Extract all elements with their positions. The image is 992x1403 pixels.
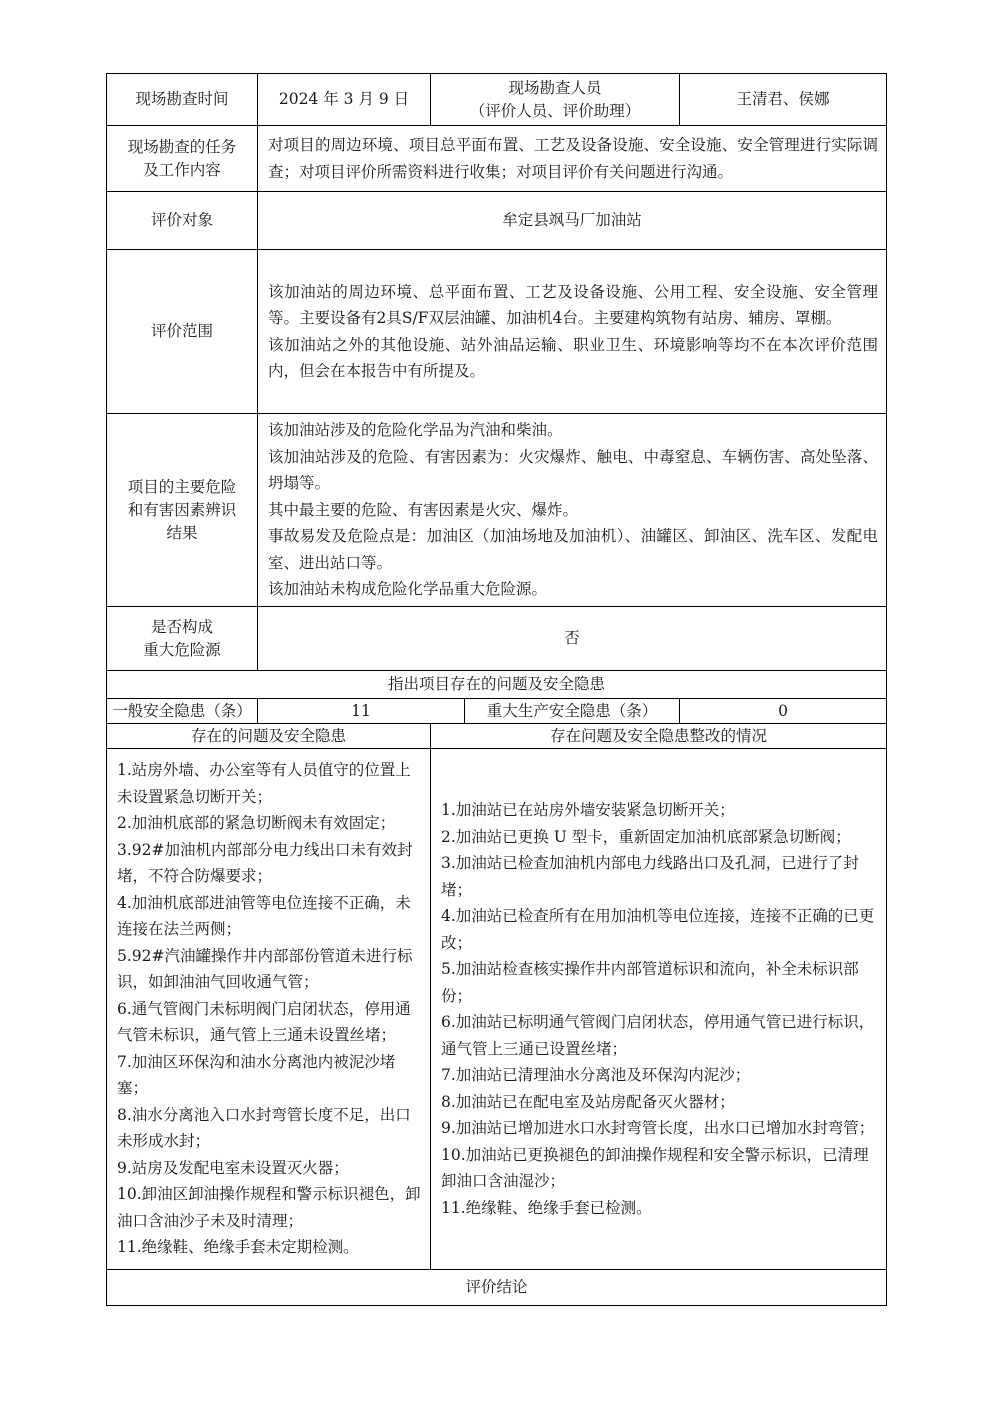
major-hazard-label-line2: 重大危险源 bbox=[143, 640, 221, 659]
survey-time-label: 现场勘查时间 bbox=[107, 74, 258, 126]
list-item: 7.加油站已清理油水分离池及环保沟内泥沙； bbox=[441, 1066, 751, 1084]
survey-time-value: 2024 年 3 月 9 日 bbox=[258, 74, 431, 126]
survey-personnel-label-line2: （评价人员、评价助理） bbox=[469, 101, 641, 120]
evaluation-scope-label: 评价范围 bbox=[107, 250, 258, 414]
list-item: 9.站房及发配电室未设置灭火器； bbox=[117, 1158, 349, 1177]
task-content: 对项目的周边环境、项目总平面布置、工艺及设备设施、安全设施、安全管理进行实际调查；对项目评价所需资料进行收集；对项目评价有关问题进行沟通。 bbox=[258, 126, 887, 192]
hazard-label-line3: 结果 bbox=[166, 523, 198, 542]
list-item: 11.绝缘鞋、绝缘手套未定期检测。 bbox=[117, 1238, 359, 1257]
survey-personnel-label-line1: 现场勘查人员 bbox=[508, 78, 602, 97]
hazard-paragraph: 该加油站涉及的危险、有害因素为：火灾爆炸、触电、中毒窒息、车辆伤害、高处坠落、坍塌等。 bbox=[268, 447, 879, 493]
evaluation-conclusion-title: 评价结论 bbox=[107, 1270, 887, 1306]
hazard-identification-content bbox=[258, 414, 887, 607]
list-item: 5.加油站检查核实操作井内部管道标识和流向，补全未标识部份； bbox=[441, 960, 859, 1005]
major-hazard-label-line1: 是否构成 bbox=[151, 617, 214, 636]
survey-personnel-label bbox=[431, 74, 680, 126]
list-item: 5.92#汽油罐操作井内部部份管道未进行标识，如卸油油气回收通气管； bbox=[117, 946, 413, 992]
major-hazard-count-label: 重大生产安全隐患（条） bbox=[465, 699, 680, 724]
scope-paragraph: 该加油站之外的其他设施、站外油品运输、职业卫生、环境影响等均不在本次评价范围内，但会在本报告中有所提及。 bbox=[268, 335, 879, 380]
rectification-list bbox=[431, 749, 887, 1270]
list-item: 6.通气管阀门未标明阀门启闭状态，停用通气管未标识，通气管上三通未设置丝堵； bbox=[117, 999, 411, 1045]
evaluation-scope-content bbox=[258, 250, 887, 414]
list-item: 8.加油站已在配电室及站房配备灭火器材； bbox=[441, 1092, 735, 1111]
survey-record-table bbox=[106, 73, 887, 1306]
list-item: 2.加油机底部的紧急切断阀未有效固定； bbox=[117, 814, 396, 833]
general-hazard-count: 11 bbox=[258, 699, 465, 724]
hazard-paragraph: 其中最主要的危险、有害因素是火灾、爆炸。 bbox=[268, 500, 579, 519]
list-item: 10.加油站已更换褪色的卸油操作规程和安全警示标识，已清理卸油口含油湿沙； bbox=[441, 1145, 869, 1190]
hazard-paragraph: 该加油站未构成危险化学品重大危险源。 bbox=[268, 580, 548, 599]
list-item: 10.卸油区卸油操作规程和警示标识褪色，卸油口含油沙子未及时清理； bbox=[117, 1185, 421, 1230]
task-label bbox=[107, 126, 258, 192]
hazard-identification-label bbox=[107, 414, 258, 607]
issues-section-title: 指出项目存在的问题及安全隐患 bbox=[107, 671, 887, 699]
list-item: 3.92#加油机内部部分电力线出口未有效封堵，不符合防爆要求； bbox=[117, 840, 413, 886]
survey-personnel-value: 王清君、侯娜 bbox=[680, 74, 887, 126]
major-hazard-label bbox=[107, 607, 258, 671]
list-item: 1.加油站已在站房外墙安装紧急切断开关； bbox=[441, 801, 735, 819]
problems-list bbox=[107, 749, 431, 1270]
hazard-paragraph: 该加油站涉及的危险化学品为汽油和柴油。 bbox=[268, 421, 563, 440]
problems-column-header: 存在的问题及安全隐患 bbox=[107, 724, 431, 749]
task-label-line2: 及工作内容 bbox=[143, 160, 221, 179]
general-hazard-count-label: 一般安全隐患（条） bbox=[107, 699, 258, 724]
list-item: 11.绝缘鞋、绝缘手套已检测。 bbox=[441, 1198, 652, 1217]
task-label-line1: 现场勘查的任务 bbox=[127, 137, 237, 156]
list-item: 2.加油站已更换 U 型卡，重新固定加油机底部紧急切断阀； bbox=[441, 827, 851, 846]
major-hazard-count: 0 bbox=[680, 699, 887, 724]
list-item: 6.加油站已标明通气管阀门启闭状态，停用通气管已进行标识，通气管上三通已设置丝堵； bbox=[441, 1013, 875, 1058]
list-item: 4.加油机底部进油管等电位连接不正确，未连接在法兰两侧； bbox=[117, 893, 411, 939]
list-item: 7.加油区环保沟和油水分离池内被泥沙堵塞； bbox=[117, 1052, 396, 1098]
evaluation-object-value: 牟定县飒马厂加油站 bbox=[258, 192, 887, 250]
hazard-label-line1: 项目的主要危险 bbox=[127, 477, 237, 496]
rectification-column-header: 存在问题及安全隐患整改的情况 bbox=[431, 724, 887, 749]
hazard-paragraph: 事故易发及危险点是：加油区（加油场地及加油机）、油罐区、卸油区、洗车区、发配电室、进出站口等。 bbox=[268, 527, 879, 572]
evaluation-object-label: 评价对象 bbox=[107, 192, 258, 250]
major-hazard-value: 否 bbox=[258, 607, 887, 671]
hazard-label-line2: 和有害因素辨识 bbox=[127, 500, 237, 519]
scope-paragraph: 该加油站的周边环境、总平面布置、工艺及设备设施、公用工程、安全设施、安全管理等。主要设备有2具S/F双层油罐、加油机4台。主要建构筑物有站房、辅房、罩棚。 bbox=[268, 282, 879, 327]
list-item: 9.加油站已增加进水口水封弯管长度，出水口已增加水封弯管； bbox=[441, 1119, 875, 1137]
list-item: 1.站房外墙、办公室等有人员值守的位置上未设置紧急切断开关； bbox=[117, 761, 411, 806]
list-item: 4.加油站已检查所有在用加油机等电位连接，连接不正确的已更改； bbox=[441, 907, 875, 952]
list-item: 3.加油站已检查加油机内部电力线路出口及孔洞，已进行了封堵； bbox=[441, 854, 859, 899]
list-item: 8.油水分离池入口水封弯管长度不足，出口未形成水封； bbox=[117, 1105, 411, 1151]
